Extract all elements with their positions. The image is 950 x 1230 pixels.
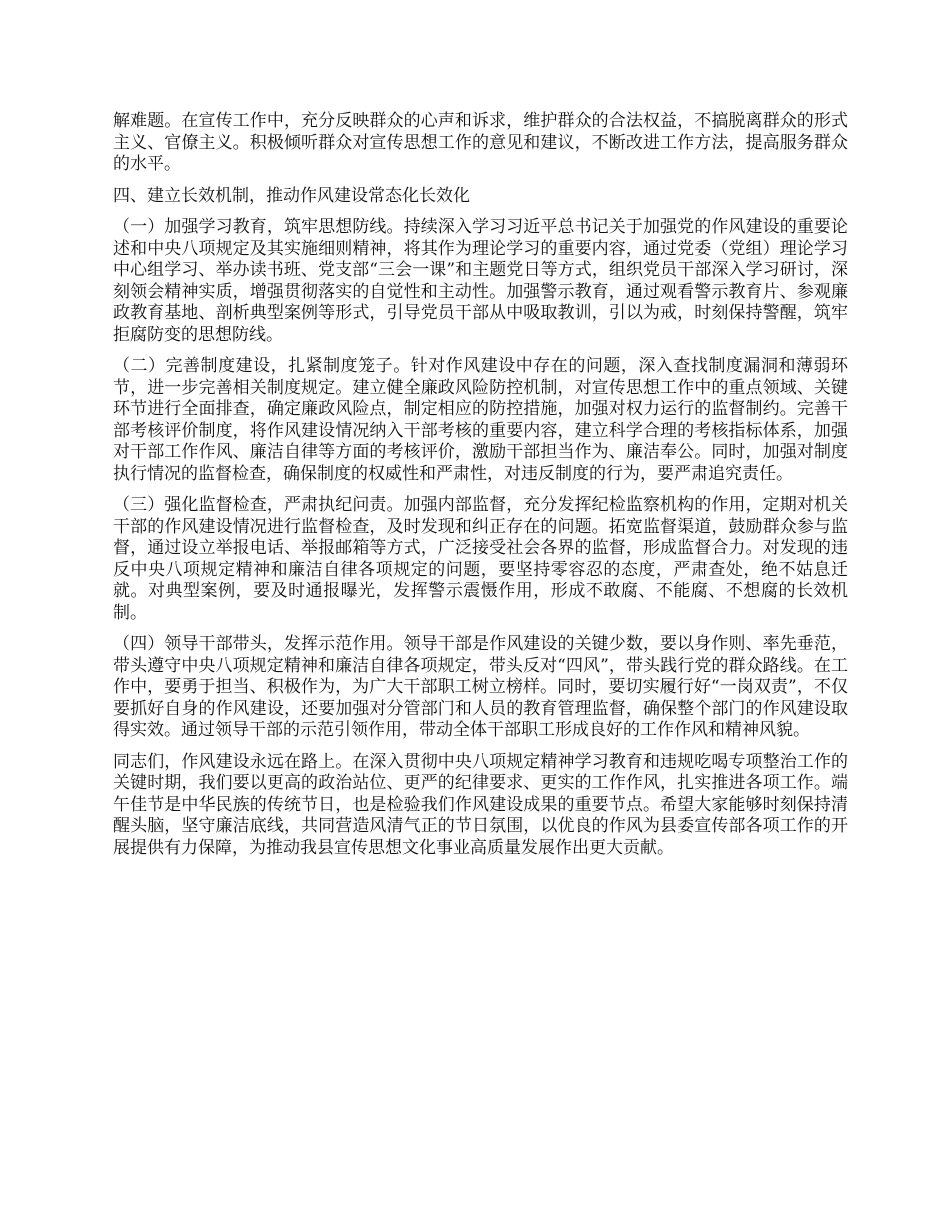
section-heading: 四、建立长效机制，推动作风建设常态化长效化 [113,185,470,206]
paragraph-item-3: （三）强化监督检查，严肃执纪问责。加强内部监督，充分发挥纪检监察机构的作用，定期对机关干部的作风建设情况进行监督检查，及时发现和纠正存在的问题。拓宽监督渠道，鼓励群众参与监督，通过设立举报电话、举报邮箱等方式，广泛接受社会各界的监督，形成监督合力。对发现的违反中央八项规定精神和廉洁自律各项规定的问题，要坚持零容忍的态度，严肃查处，绝不姑息迁就。对典型案例，要及时通报曝光，发挥警示震慑作用，形成不敢腐、不能腐、不想腐的长效机制。 [113,495,848,623]
paragraph-item-2: （二）完善制度建设，扎紧制度笼子。针对作风建设中存在的问题，深入查找制度漏洞和薄弱环节，进一步完善相关制度规定。建立健全廉政风险防控机制，对宣传思想工作中的重点领域、关键环节进行全面排查，确定廉政风险点，制定相应的防控措施，加强对权力运行的监督制约。完善干部考核评价制度，将作风建设情况纳入干部考核的重要内容，建立科学合理的考核指标体系，加强对干部工作作风、廉洁自律等方面的考核评价，激励干部担当作为、廉洁奉公。同时，加强对制度执行情况的监督检查，确保制度的权威性和严肃性，对违反制度的行为，要严肃追究责任。 [113,356,848,484]
paragraph-continuation: 解难题。在宣传工作中，充分反映群众的心声和诉求，维护群众的合法权益，不搞脱离群众的形式主义、官僚主义。积极倾听群众对宣传思想工作的意见和建议，不断改进工作方法，提高服务群众的水平。 [113,111,848,174]
paragraph-item-1: （一）加强学习教育，筑牢思想防线。持续深入学习习近平总书记关于加强党的作风建设的重要论述和中央八项规定及其实施细则精神，将其作为理论学习的重要内容，通过党委（党组）理论学习中心组学习、举办读书班、党支部“三会一课”和主题党日等方式，组织党员干部深入学习研讨，深刻领会精神实质，增强贯彻落实的自觉性和主动性。加强警示教育，通过观看警示教育片、参观廉政教育基地、剖析典型案例等形式，引导党员干部从中吸取教训，引以为戒，时刻保持警醒，筑牢拒腐防变的思想防线。 [113,217,848,345]
document-body [113,111,848,869]
paragraph-closing: 同志们，作风建设永远在路上。在深入贯彻中央八项规定精神学习教育和违规吃喝专项整治工作的关键时期，我们要以更高的政治站位、更严的纪律要求、更实的工作作风，扎实推进各项工作。端午佳节是中华民族的传统节日，也是检验我们作风建设成果的重要节点。希望大家能够时刻保持清醒头脑，坚守廉洁底线，共同营造风清气正的节日氛围，以优良的作风为县委宣传部各项工作的开展提供有力保障，为推动我县宣传思想文化事业高质量发展作出更大贡献。 [113,751,848,858]
paragraph-item-4: （四）领导干部带头，发挥示范作用。领导干部是作风建设的关键少数，要以身作则、率先垂范，带头遵守中央八项规定精神和廉洁自律各项规定，带头反对“四风”，带头践行党的群众路线。在工作中，要勇于担当、积极作为，为广大干部职工树立榜样。同时，要切实履行好“一岗双责”，不仅要抓好自身的作风建设，还要加强对分管部门和人员的教育管理监督，确保整个部门的作风建设取得实效。通过领导干部的示范引领作用，带动全体干部职工形成良好的工作作风和精神风貌。 [113,634,848,740]
